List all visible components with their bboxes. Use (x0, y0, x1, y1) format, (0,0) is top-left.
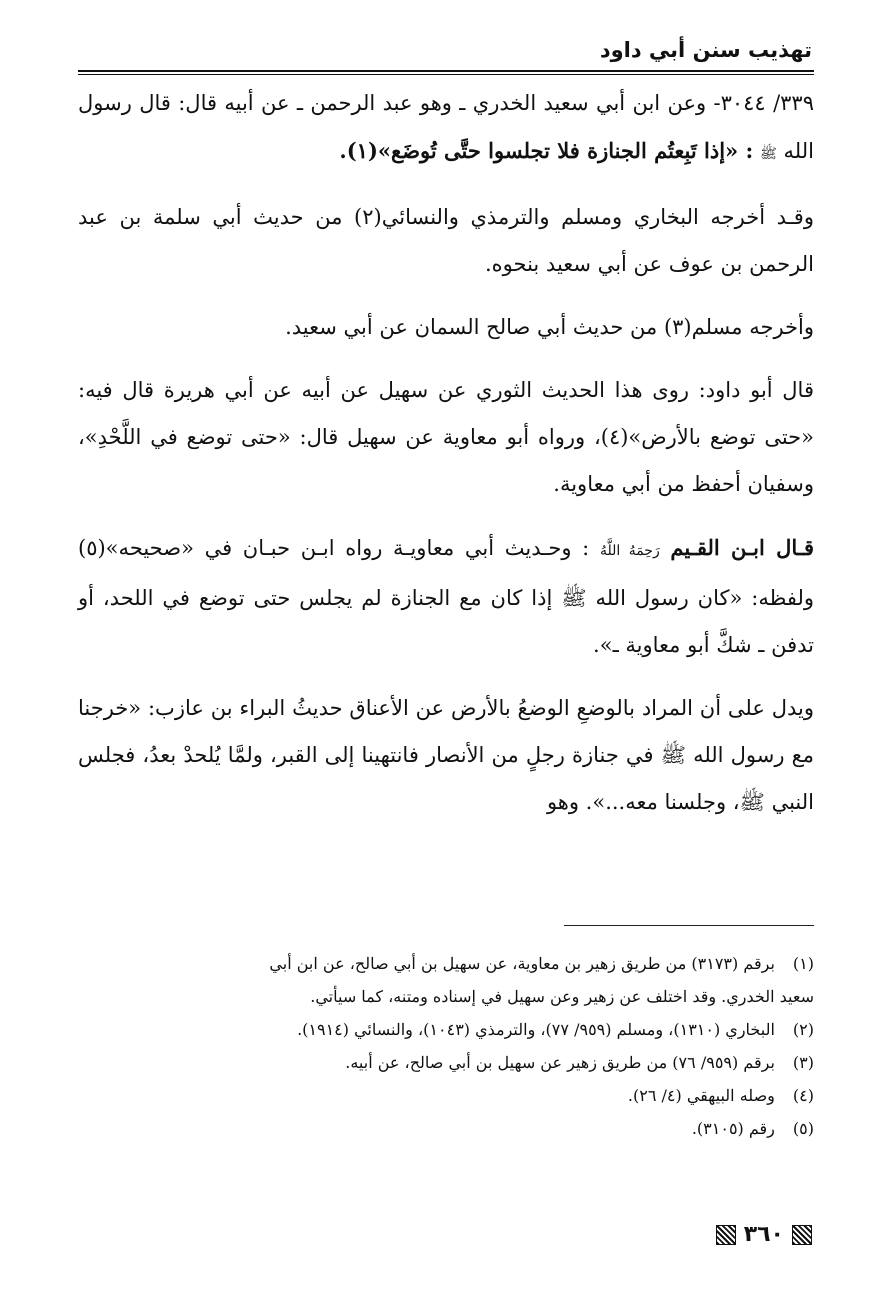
page-number: ٣٦٠ (743, 1222, 784, 1247)
header-rule (78, 70, 814, 75)
explanation-paragraph: ويدل على أن المراد بالوضعِ الوضعُ بالأرض عن الأعناق حديثُ البراء بن عازب: «خرجنا مع رسول الله ﷺ في جنازة رجلٍ من الأنصار فانتهينا إلى القبر، ولمَّا يُلحدْ بعدُ، فجلس النبي ﷺ، وجلسنا معه...». وهو (78, 696, 814, 814)
footnotes (78, 947, 814, 1145)
footnote-number: (١) (792, 954, 814, 973)
ornament-icon (792, 1225, 812, 1245)
footnote-separator (564, 925, 814, 926)
footnote-text: البخاري (١٣١٠)، ومسلم (٩٥٩/ ٧٧)، والترمذي (١٠٤٣)، والنسائي (١٩١٤). (297, 1020, 775, 1039)
hadith-quote: : «إذا تَبِعتُم الجنازة فلا تجلسوا حتَّى تُوضَع»(١). (339, 138, 754, 163)
footnote-4 (78, 1079, 814, 1112)
footnote-2 (78, 1013, 814, 1046)
footnote-number: (٤) (792, 1086, 814, 1105)
footnote-3 (78, 1046, 814, 1079)
page-number-block (716, 1222, 812, 1247)
hadith-text: ٣٣٩/ ٣٠٤٤- وعن ابن أبي سعيد الخدري ـ وهو عبد الرحمن ـ عن أبيه قال: قال رسول الله (78, 91, 814, 163)
ibn-qayyim-text: : وحـديث أبي معاويـة رواه ابـن حبـان في «صحيحه»(٥) ولفظه: «كان رسول الله ﷺ إذا كان مع الجنازة لم يجلس حتى توضع في اللحد، أو تدفن ـ شكَّ أبو معاوية ـ». (78, 536, 814, 657)
footnote-number: (٣) (792, 1053, 814, 1072)
footnote-text: رقم (٣١٠٥). (691, 1119, 775, 1138)
takhrij-paragraph-muslim: وأخرجه مسلم(٣) من حديث أبي صالح السمان عن أبي سعيد. (285, 315, 814, 339)
hadith-paragraph (78, 80, 814, 178)
footnote-text: وصله البيهقي (٤/ ٢٦). (627, 1086, 775, 1105)
ibn-qayyim-label: قـال ابـن القـيم (670, 535, 815, 560)
salutation-glyph: ﷺ (759, 146, 777, 162)
footnote-1 (78, 947, 814, 980)
running-header-title: تهذيب سنن أبي داود (599, 38, 812, 62)
footnote-5 (78, 1112, 814, 1145)
ornament-icon (716, 1225, 736, 1245)
footnote-1-continuation: سعيد الخدري. وقد اختلف عن زهير وعن سهيل في إسناده ومتنه، كما سيأتي. (310, 987, 814, 1006)
footnote-text: برقم (٣١٧٣) من طريق زهير بن معاوية، عن سهيل بن أبي صالح، عن ابن أبي (269, 954, 775, 973)
takhrij-paragraph: وقـد أخرجه البخاري ومسلم والترمذي والنسائي(٢) من حديث أبي سلمة بن عبد الرحمن بن عوف عن أبي سعيد بنحوه. (78, 205, 814, 276)
rahimahullah-glyph: رَحِمَهُ اللَّهُ (599, 543, 660, 559)
footnote-number: (٥) (792, 1119, 814, 1138)
footnote-text: برقم (٩٥٩/ ٧٦) من طريق زهير عن سهيل بن أبي صالح، عن أبيه. (345, 1053, 775, 1072)
abu-dawud-comment-paragraph: قال أبو داود: روى هذا الحديث الثوري عن سهيل عن أبيه عن أبي هريرة قال فيه: «حتى توضع بالأرض»(٤)، ورواه أبو معاوية عن سهيل قال: «حتى توضع في اللَّحْدِ»، وسفيان أحفظ من أبي معاوية. (78, 378, 815, 496)
ibn-qayyim-paragraph (78, 524, 814, 669)
footnote-number: (٢) (792, 1020, 814, 1039)
main-text (78, 80, 814, 842)
